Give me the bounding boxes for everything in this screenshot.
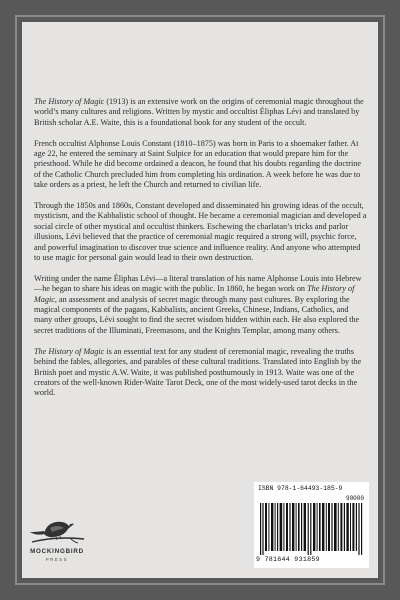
paragraph-4: [34, 274, 368, 336]
price-code: 90000: [345, 495, 364, 502]
book-title-italic: The History of Magic: [34, 97, 105, 106]
paragraph-2: French occultist Alphonse Louis Constant (1810–1875) was born in Paris to a shoemaker father. At age 22, he entered the seminary at Saint Sulpice for an education that would prepare him for the priesthood. While he did become ordained a deacon, he found that his doubts regarding the doctrine of the Catholic Church precluded him from completing his ordination. A week before he was due to take orders as a priest, he left the Church and returned to civilian life.: [34, 138, 362, 190]
mockingbird-icon: [26, 512, 88, 548]
barcode-box: [254, 482, 369, 568]
description-block: [34, 97, 368, 409]
publisher-name: MOCKINGBIRD: [30, 548, 84, 555]
book-title-italic: The History of Magic: [34, 346, 105, 356]
paragraph-4-text-b: , an assessment and analysis of secret magic through many past cultures. By exploring the magical components of the pagans, Kabbalists, ancient Greeks, Chinese, Indians, Catholics, and many other groups, Lévi sought to find the secret wisdom hidden within each. He also explored the secret traditions of the Illuminati, Freemasons, and the Knights Templar, among many others.: [34, 294, 360, 335]
paragraph-5: [34, 347, 368, 399]
paragraph-5-text: is an essential text for any student of ceremonial magic, revealing the truths behind the fables, allegories, and parables of these cultural traditions. Translated into English by the British poet and mystic A.W. Waite, it was published posthumously in 1913. Waite was one of the creators of the well-known Rider-Waite Tarot Deck, one of the most widely-used tarot decks in the world.: [34, 346, 362, 398]
publisher-sub: PRESS: [45, 557, 69, 562]
paragraph-3: Through the 1850s and 1860s, Constant developed and disseminated his growing ideas of the occult, mysticism, and the Kabbalistic school of thought. He became a ceremonial magician and developed a social circle of other mystical and occultist thinkers. Eschewing the charlatan’s tricks and parlor illusions, Lévi believed that the practice of ceremonial magic required a strong will, psychic force, and powerful imagination to discover true science and influence reality. And anyone who attempted to use magic for personal gain would lead to their own destruction.: [34, 201, 367, 263]
paragraph-1: [34, 97, 368, 128]
publisher-logo: [26, 512, 88, 572]
paragraph-4-text-a: Writing under the name Éliphas Lévi—a literal translation of his name Alphonse Louis into Hebrew—he began to share his ideas on magic with the public. In 1860, he began work on: [34, 273, 362, 294]
isbn-label: ISBN 978-1-64493-185-9: [258, 485, 343, 492]
ean-digits: 9 781644 931859: [256, 556, 320, 563]
paragraph-1-text: (1913) is an extensive work on the origins of ceremonial magic throughout the world’s many cultures and religions. Written by mystic and occultist Éliphas Lévi and translated by British scholar A.E. Waite, this is a foundational book for any student of the occult.: [34, 97, 364, 127]
book-title-italic: The History of Magic: [34, 284, 355, 304]
barcode-bars: [260, 503, 364, 555]
